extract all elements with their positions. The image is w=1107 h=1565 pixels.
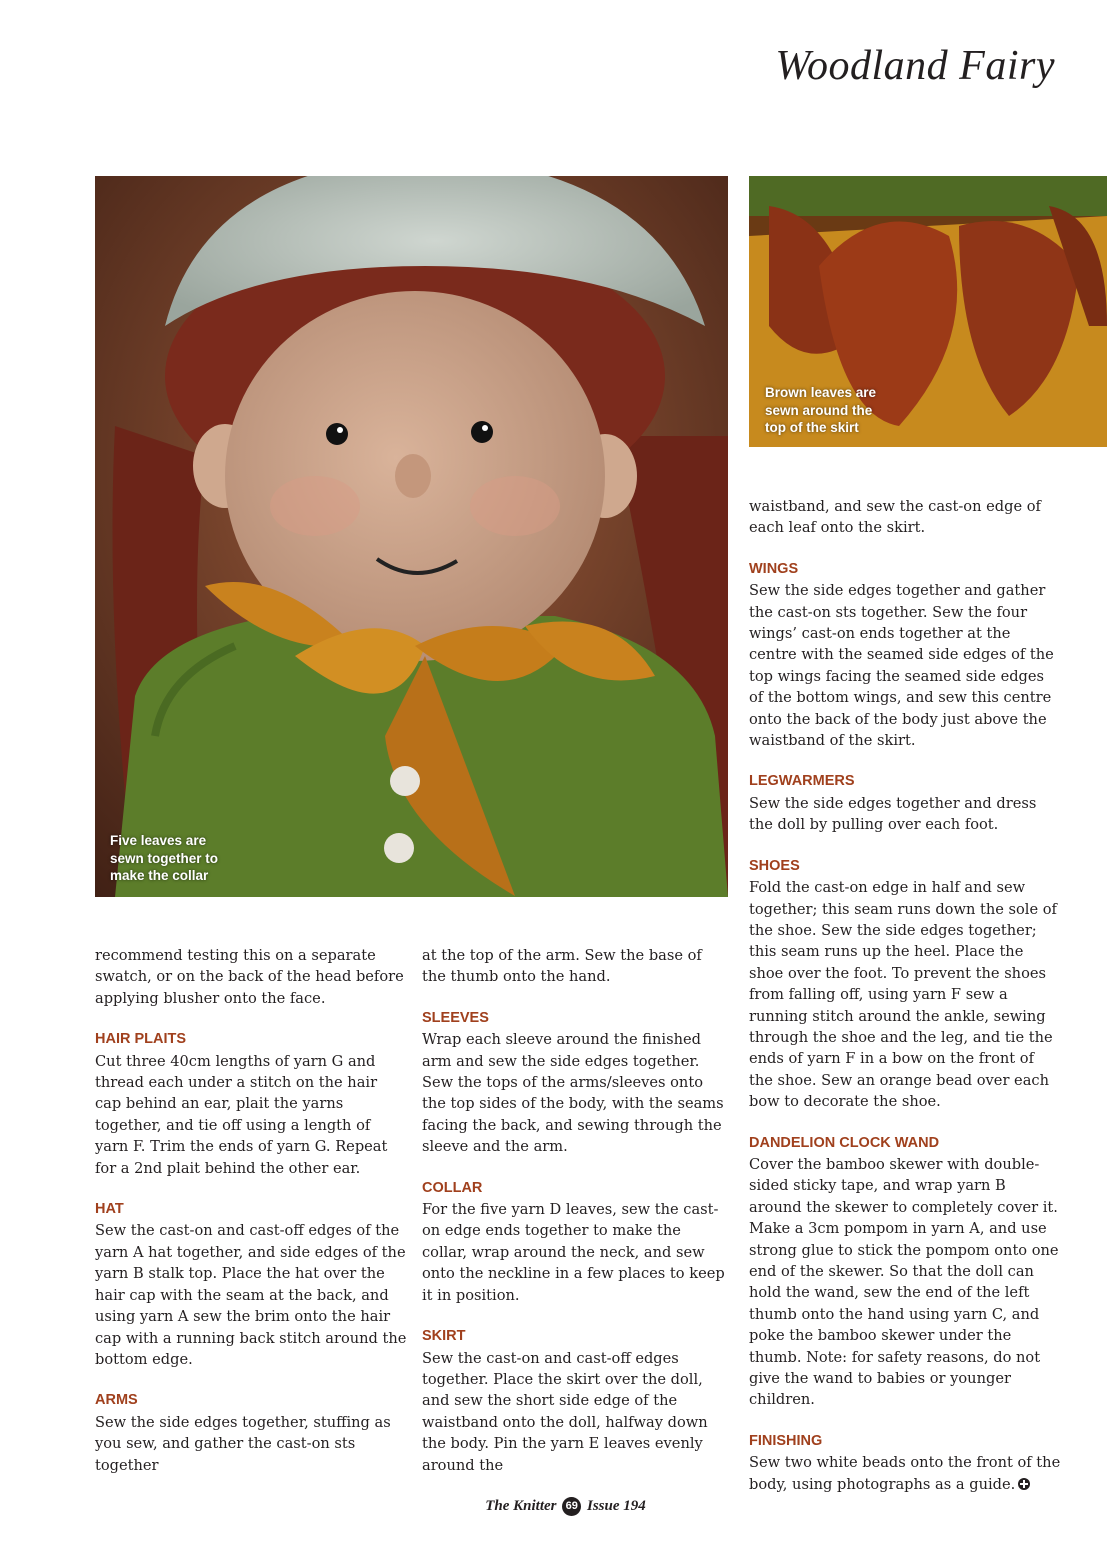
end-mark-icon — [1018, 1478, 1030, 1490]
section-heading-arms: ARMS — [95, 1392, 138, 1409]
column3-intro: waistband, and sew the cast-on edge of each leaf onto the skirt. — [749, 498, 1041, 537]
section-text-collar: For the five yarn D leaves, sew the cast-on edge ends together to make the collar, wrap around the neck, and sew onto the neckline in a few places to keep it in position. — [422, 1201, 725, 1304]
page-footer — [0, 1497, 1107, 1516]
section-heading-hair-plaits: HAIR PLAITS — [95, 1031, 187, 1048]
section-heading-hat: HAT — [95, 1201, 124, 1218]
section-finishing-paragraph — [749, 1452, 1061, 1495]
section-heading-wings: WINGS — [749, 560, 799, 577]
page-title: Woodland Fairy — [775, 43, 1055, 89]
text-column-3 — [749, 496, 1061, 1515]
section-text-hair-plaits: Cut three 40cm lengths of yarn G and thread each under a stitch on the hair cap behind an ear, plait the yarns together, and tie off using a length of yarn F. Trim the ends of yarn G. Repeat for a 2nd plait behind the other ear. — [95, 1052, 388, 1177]
column1-intro: recommend testing this on a separate swatch, or on the back of the head before applying blusher onto the face. — [95, 947, 404, 1007]
footer-magazine: The Knitter — [485, 1498, 557, 1514]
section-text-hat: Sew the cast-on and cast-off edges of the yarn A hat together, and side edges of the yarn B stalk top. Place the hat over the hair cap with the seam at the back, and using yarn A sew the brim onto the hair cap with a running back stitch around the bottom edge. — [95, 1222, 407, 1368]
doll-photo — [95, 176, 728, 897]
section-heading-finishing: FINISHING — [749, 1432, 823, 1449]
section-heading-skirt: SKIRT — [422, 1328, 466, 1345]
section-text-dandelion: Cover the bamboo skewer with double-sided sticky tape, and wrap yarn B around the skewer to completely cover it. Make a 3cm pompom in yarn A, and use strong glue to stick the pompom onto one end of the skewer. So that the doll can hold the wand, sew the end of the left thumb onto the hand using yarn C, and poke the bamboo skewer under the thumb. Note: for safety reasons, do not give the wand to babies or younger children. — [749, 1155, 1059, 1409]
section-heading-collar: COLLAR — [422, 1179, 483, 1196]
section-text-finishing: Sew two white beads onto the front of the body, using photographs as a guide. — [749, 1454, 1061, 1493]
section-heading-shoes: SHOES — [749, 857, 800, 874]
column2-intro: at the top of the arm. Sew the base of the thumb onto the hand. — [422, 947, 702, 986]
main-photo-caption: Five leaves are sewn together to make the collar — [110, 833, 219, 883]
section-text-legwarmers: Sew the side edges together and dress the doll by pulling over each foot. — [749, 794, 1037, 834]
section-text-wings: Sew the side edges together and gather the cast-on sts together. Sew the four wings’ cast-on ends together at the centre with the seamed side edges of the top wings facing the seamed side edges of the bottom wings, and sew this centre onto the back of the body just above the waistband of the skirt. — [749, 582, 1054, 750]
section-heading-sleeves: SLEEVES — [422, 1009, 489, 1026]
section-text-sleeves: Wrap each sleeve around the finished arm and sew the side edges together. Sew the tops of the arms/sleeves onto the top sides of the body, with the seams facing the back, and sewing through the sleeve and the arm. — [422, 1031, 724, 1156]
text-column-1 — [95, 945, 407, 1496]
section-text-skirt: Sew the cast-on and cast-off edges together. Place the skirt over the doll, and sew the short side edge of the waistband onto the doll, halfway down the body. Pin the yarn E leaves evenly around the — [422, 1349, 708, 1474]
text-column-2 — [422, 945, 727, 1496]
section-text-shoes: Fold the cast-on edge in half and sew together; this seam runs down the sole of the shoe. Sew the side edges together; this seam runs up the heel. Place the shoe over the foot. To prevent the shoes from falling off, using yarn F sew a running stitch around the ankle, sewing through the shoe and the leg, and tie the ends of yarn F in a bow on the front of the shoe. Sew an orange bead over each bow to decorate the shoe. — [749, 879, 1057, 1111]
section-heading-legwarmers: LEGWARMERS — [749, 773, 855, 790]
page-number: 69 — [562, 1497, 581, 1516]
section-text-arms: Sew the side edges together, stuffing as you sew, and gather the cast-on sts together — [95, 1413, 391, 1474]
section-heading-dandelion: DANDELION CLOCK WAND — [749, 1134, 940, 1151]
side-photo-caption: Brown leaves are sewn around the top of the skirt — [765, 385, 877, 435]
footer-issue: Issue 194 — [587, 1498, 646, 1514]
